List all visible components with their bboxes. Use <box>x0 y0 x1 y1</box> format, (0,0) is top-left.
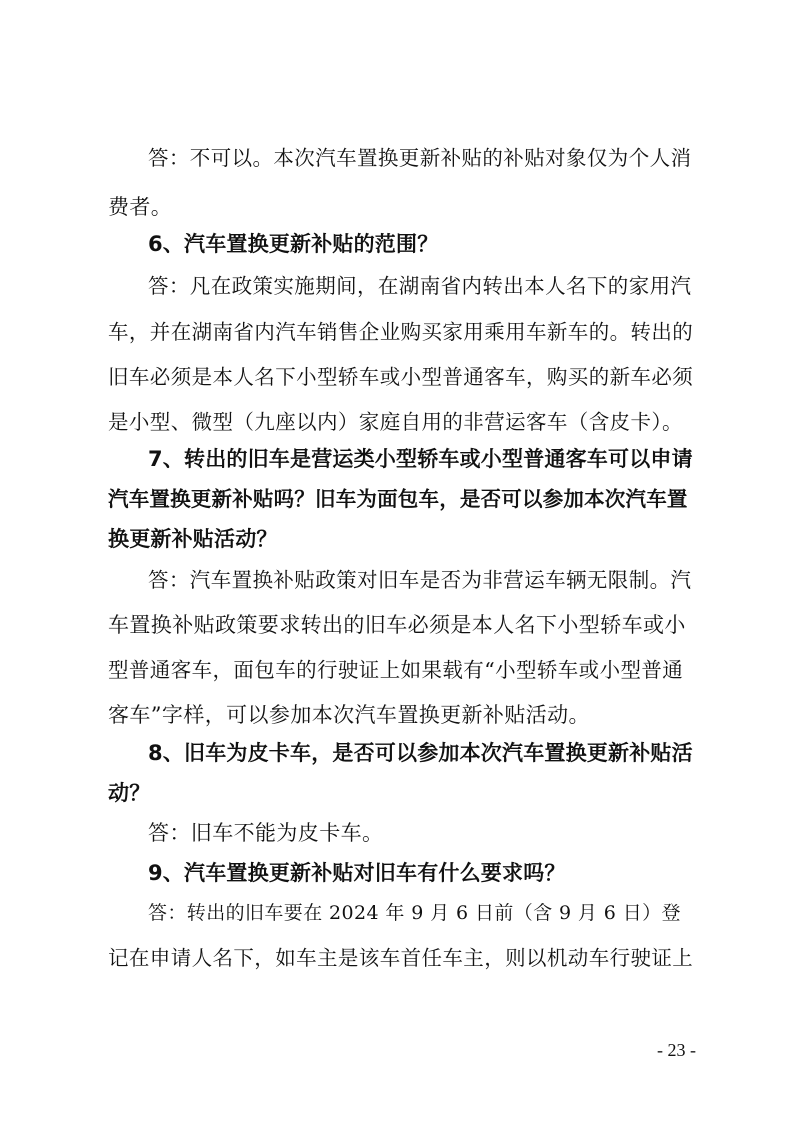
answer-line: 型普通客车，面包车的行驶证上如果载有“小型轿车或小型普通 <box>108 658 684 682</box>
answer-line: 答：汽车置换补贴政策对旧车是否为非营运车辆无限制。汽 <box>148 568 692 592</box>
answer-line: 记在申请人名下，如车主是该车首任车主，则以机动车行驶证上 <box>108 946 694 970</box>
question-line: 7、转出的旧车是营运类小型轿车或小型普通客车可以申请 <box>148 447 693 471</box>
answer-line: 答：凡在政策实施期间，在湖南省内转出本人名下的家用汽 <box>148 274 692 298</box>
answer-line: 车置换补贴政策要求转出的旧车必须是本人名下小型轿车或小 <box>108 613 686 637</box>
question-line: 6、汽车置换更新补贴的范围？ <box>148 232 439 256</box>
answer-line: 答：转出的旧车要在 2024 年 9 月 6 日前（含 9 月 6 日）登 <box>148 902 681 924</box>
question-line: 9、汽车置换更新补贴对旧车有什么要求吗？ <box>148 861 566 885</box>
answer-line: 费者。 <box>108 195 173 219</box>
page-number: - 23 - <box>657 1040 696 1060</box>
question-line: 汽车置换更新补贴吗？旧车为面包车，是否可以参加本次汽车置 <box>108 487 688 511</box>
answer-line: 旧车必须是本人名下小型轿车或小型普通客车，购买的新车必须 <box>108 365 694 389</box>
answer-line: 是小型、微型（九座以内）家庭自用的非营运客车（含皮卡）。 <box>108 410 683 434</box>
answer-line: 答：旧车不能为皮卡车。 <box>148 821 384 845</box>
answer-line: 答：不可以。本次汽车置换更新补贴的补贴对象仅为个人消 <box>148 146 692 170</box>
question-line: 8、旧车为皮卡车，是否可以参加本次汽车置换更新补贴活 <box>148 741 693 765</box>
question-line: 换更新补贴活动？ <box>108 527 278 551</box>
answer-line: 客车”字样，可以参加本次汽车置换更新补贴活动。 <box>108 703 590 727</box>
answer-line: 车，并在湖南省内汽车销售企业购买家用乘用车新车的。转出的 <box>108 320 694 344</box>
question-line: 动？ <box>108 781 151 805</box>
